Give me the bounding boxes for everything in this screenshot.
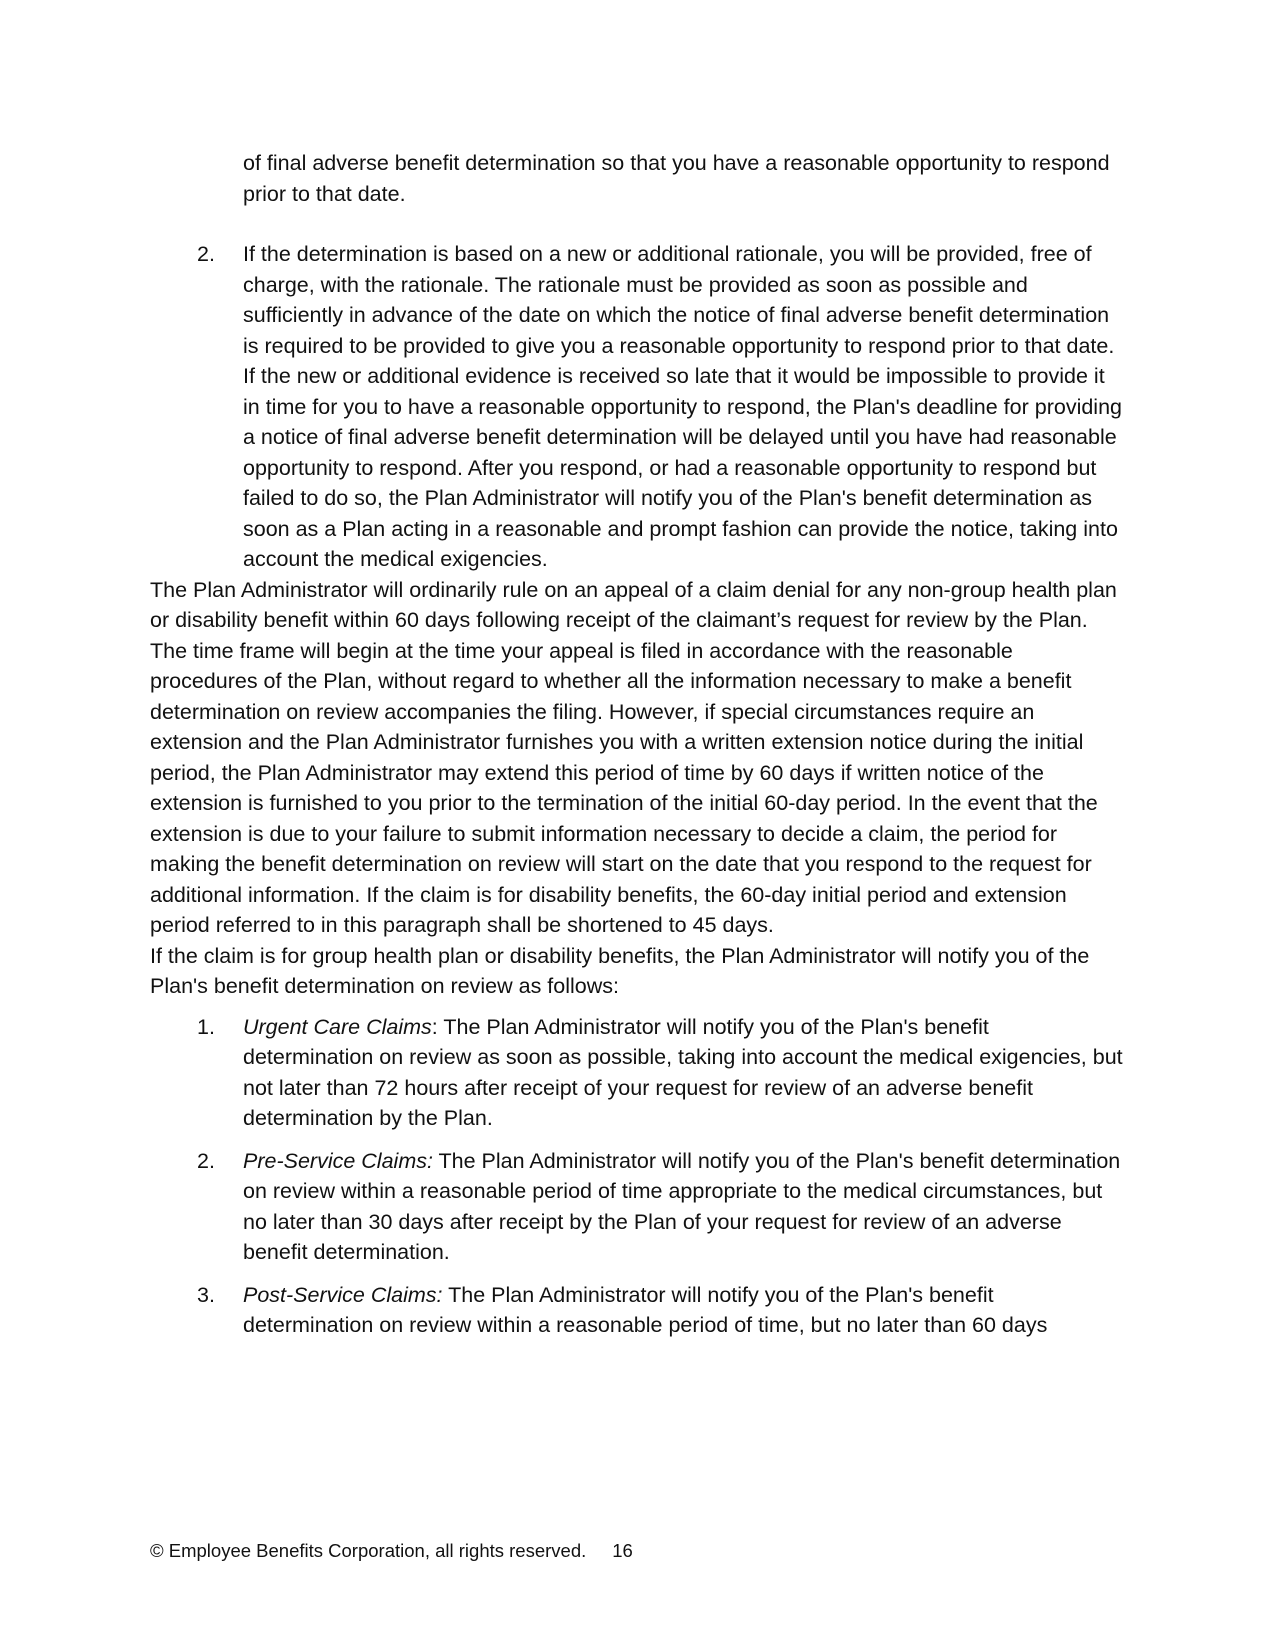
list-item-lead: Post-Service Claims: <box>243 1282 443 1307</box>
list-item-separator: : <box>431 1014 438 1039</box>
document-body <box>150 148 1125 1341</box>
list-item-number: 1. <box>197 1014 215 1039</box>
claim-types-list <box>150 1012 1125 1341</box>
list-item-lead: Pre-Service Claims: <box>243 1148 433 1173</box>
list-item <box>197 239 1125 575</box>
list-item-body: The Plan Administrator will notify you of the Plan's benefit determination on review within a reasonable period of time, but no later than 60 days <box>243 1282 1048 1337</box>
list-item-number: 2. <box>197 242 215 266</box>
list-item-text: If the determination is based on a new or additional rationale, you will be provided, free of charge, with the rationale. The rationale must be provided as soon as possible and sufficiently in advance of the date on which the notice of final adverse benefit determination is required to be provided to give you a reasonable opportunity to respond prior to that date. If the new or additional evidence is received so late that it would be impossible to provide it in time for you to have a reasonable opportunity to respond, the Plan's deadline for providing a notice of final adverse benefit determination will be delayed until you have had reasonable opportunity to respond. After you respond, or had a reasonable opportunity to respond but failed to do so, the Plan Administrator will notify you of the Plan's benefit determination as soon as a Plan acting in a reasonable and prompt fashion can provide the notice, taking into account the medical exigencies. <box>243 242 1122 571</box>
list-item-text <box>243 1146 1125 1268</box>
list-item-number: 2. <box>197 1148 215 1173</box>
copyright-notice: © Employee Benefits Corporation, all rights reserved. <box>150 1540 587 1561</box>
list-item-lead: Urgent Care Claims <box>243 1014 432 1039</box>
continuation-paragraph: of final adverse benefit determination so that you have a reasonable opportunity to respond prior to that date. <box>243 151 1110 206</box>
list-item-body: The Plan Administrator will notify you of the Plan's benefit determination on review as soon as possible, taking into account the medical exigencies, but not later than 72 hours after receipt of your request for review of an adverse benefit determination by the Plan. <box>243 1014 1123 1130</box>
list-item <box>197 1280 1125 1341</box>
list-item-text <box>243 1280 1125 1341</box>
review-notification-paragraph: If the claim is for group health plan or disability benefits, the Plan Administrator will notify you of the Plan's benefit determination on review as follows: <box>150 943 1090 998</box>
rationale-list <box>150 239 1125 575</box>
page-footer <box>150 1539 633 1563</box>
list-item <box>197 1146 1125 1268</box>
list-item <box>197 1012 1125 1134</box>
list-item-number: 3. <box>197 1282 215 1307</box>
list-item-text <box>243 1012 1125 1134</box>
list-item-body: The Plan Administrator will notify you of the Plan's benefit determination on review within a reasonable period of time appropriate to the medical circumstances, but no later than 30 days after receipt by the Plan of your request for review of an adverse benefit determination. <box>243 1148 1121 1264</box>
appeal-timeframe-paragraph: The Plan Administrator will ordinarily rule on an appeal of a claim denial for any non-group health plan or disability benefit within 60 days following receipt of the claimant’s request for review by the Plan. The time frame will begin at the time your appeal is filed in accordance with the reasonable procedures of the Plan, without regard to whether all the information necessary to make a benefit determination on review accompanies the filing. However, if special circumstances require an extension and the Plan Administrator furnishes you with a written extension notice during the initial period, the Plan Administrator may extend this period of time by 60 days if written notice of the extension is furnished to you prior to the termination of the initial 60-day period. In the event that the extension is due to your failure to submit information necessary to decide a claim, the period for making the benefit determination on review will start on the date that you respond to the request for additional information. If the claim is for disability benefits, the 60-day initial period and extension period referred to in this paragraph shall be shortened to 45 days. <box>150 577 1117 937</box>
page-number: 16 <box>612 1540 633 1561</box>
